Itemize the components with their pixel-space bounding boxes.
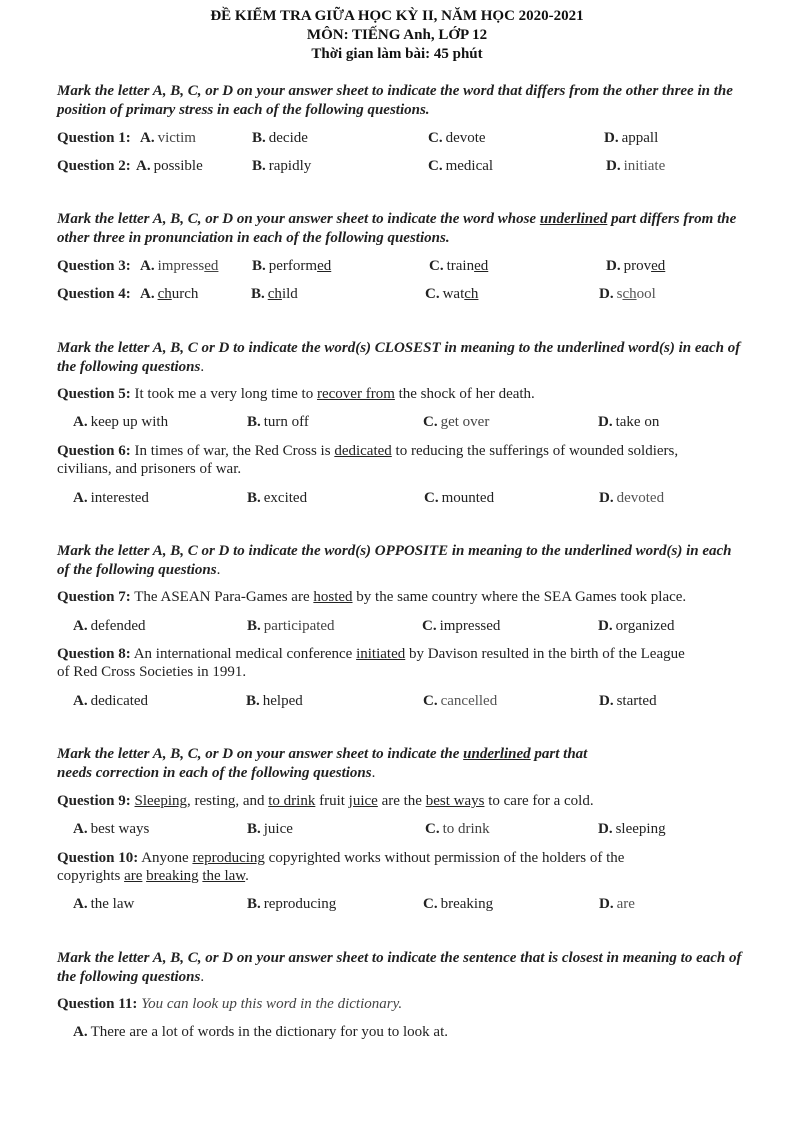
- exam-title: ĐỀ KIỂM TRA GIỮA HỌC KỲ II, NĂM HỌC 2020-2021: [210, 8, 584, 24]
- q2-option-d: D. initiate: [606, 158, 666, 174]
- q4-option-d: D. school: [599, 286, 656, 302]
- question-10: Question 10: Anyone reproducing copyrighted works without permission of the holders of the: [57, 850, 625, 866]
- exam-duration: Thời gian làm bài: 45 phút: [311, 46, 483, 62]
- section-5-instruction: Mark the letter A, B, C, or D on your answer sheet to indicate the underlined part that: [57, 746, 588, 762]
- question-10-line-2: copyrights are breaking the law.: [57, 868, 249, 884]
- q2-option-a: A. possible: [136, 158, 203, 174]
- q7-option-c: C. impressed: [422, 618, 501, 634]
- q8-option-b: B. helped: [246, 693, 303, 709]
- q10-option-d: D. are: [599, 896, 635, 912]
- section-6-instruction: Mark the letter A, B, C, or D on your answer sheet to indicate the sentence that is closest in meaning to each of the following questions.: [57, 950, 742, 985]
- q11-option-a: A. There are a lot of words in the dictionary for you to look at.: [73, 1024, 448, 1040]
- section-5-instruction-line-2: needs correction in each of the following questions.: [57, 765, 376, 781]
- q5-option-c: C. get over: [423, 414, 490, 430]
- exam-subject: MÔN: TIẾNG Anh, LỚP 12: [306, 27, 488, 43]
- q6-option-d: D. devoted: [599, 490, 665, 506]
- q1-option-d: D. appall: [604, 130, 659, 146]
- q3-option-c: C. trained: [429, 258, 489, 274]
- q6-option-b: B. excited: [247, 490, 308, 506]
- q9-option-d: D. sleeping: [598, 821, 666, 837]
- q6-option-c: C. mounted: [424, 490, 495, 506]
- q1-option-c: C. devote: [428, 130, 486, 146]
- q4-option-a: A. church: [140, 286, 199, 302]
- q3-option-d: D. proved: [606, 258, 666, 274]
- q10-option-b: B. reproducing: [247, 896, 337, 912]
- q3-option-b: B. performed: [252, 258, 332, 274]
- question-3-label: Question 3:: [57, 258, 131, 274]
- q7-option-a: A. defended: [73, 618, 146, 634]
- q5-option-a: A. keep up with: [73, 414, 169, 430]
- question-8: Question 8: An international medical conference initiated by Davison resulted in the birth of the League: [57, 646, 685, 662]
- q5-option-d: D. take on: [598, 414, 660, 430]
- question-9: Question 9: Sleeping, resting, and to drink fruit juice are the best ways to care for a cold.: [57, 793, 594, 809]
- question-11: Question 11: You can look up this word in the dictionary.: [57, 996, 403, 1012]
- q2-option-b: B. rapidly: [252, 158, 312, 174]
- q1-option-a: A. victim: [140, 130, 196, 146]
- q4-option-b: B. child: [251, 286, 298, 302]
- question-6: Question 6: In times of war, the Red Cross is dedicated to reducing the sufferings of wounded soldiers,: [57, 443, 679, 459]
- question-5: Question 5: It took me a very long time to recover from the shock of her death.: [57, 386, 535, 402]
- q9-option-b: B. juice: [247, 821, 293, 837]
- q8-option-c: C. cancelled: [423, 693, 498, 709]
- question-1-label: Question 1:: [57, 130, 131, 146]
- q1-option-b: B. decide: [252, 130, 308, 146]
- question-2-label: Question 2:: [57, 158, 131, 174]
- q6-option-a: A. interested: [73, 490, 149, 506]
- q10-option-c: C. breaking: [423, 896, 494, 912]
- q8-option-a: A. dedicated: [73, 693, 149, 709]
- question-6-line-2: civilians, and prisoners of war.: [57, 461, 242, 477]
- section-3-instruction: Mark the letter A, B, C or D to indicate the word(s) CLOSEST in meaning to the underlined word(s) in each of the following questions.: [57, 340, 741, 375]
- q7-option-b: B. participated: [247, 618, 335, 634]
- q10-option-a: A. the law: [73, 896, 135, 912]
- section-4-instruction: Mark the letter A, B, C or D to indicate the word(s) OPPOSITE in meaning to the underlined word(s) in each of the following questions.: [57, 543, 732, 578]
- question-7: Question 7: The ASEAN Para-Games are hosted by the same country where the SEA Games took place.: [57, 589, 687, 605]
- question-4-label: Question 4:: [57, 286, 131, 302]
- q3-option-a: A. impressed: [140, 258, 219, 274]
- section-2-instruction: Mark the letter A, B, C, or D on your answer sheet to indicate the word whose underlined part differs from the other three in pronunciation in each of the following questions.: [57, 211, 737, 246]
- q4-option-c: C. watch: [425, 286, 479, 302]
- question-8-line-2: of Red Cross Societies in 1991.: [57, 664, 247, 680]
- q9-option-c: C. to drink: [425, 821, 490, 837]
- q7-option-d: D. organized: [598, 618, 675, 634]
- q9-option-a: A. best ways: [73, 821, 150, 837]
- q5-option-b: B. turn off: [247, 414, 309, 430]
- q8-option-d: D. started: [599, 693, 657, 709]
- section-1-instruction: Mark the letter A, B, C, or D on your answer sheet to indicate the word that differs from the other three in the position of primary stress in each of the following questions.: [57, 83, 733, 118]
- q2-option-c: C. medical: [428, 158, 494, 174]
